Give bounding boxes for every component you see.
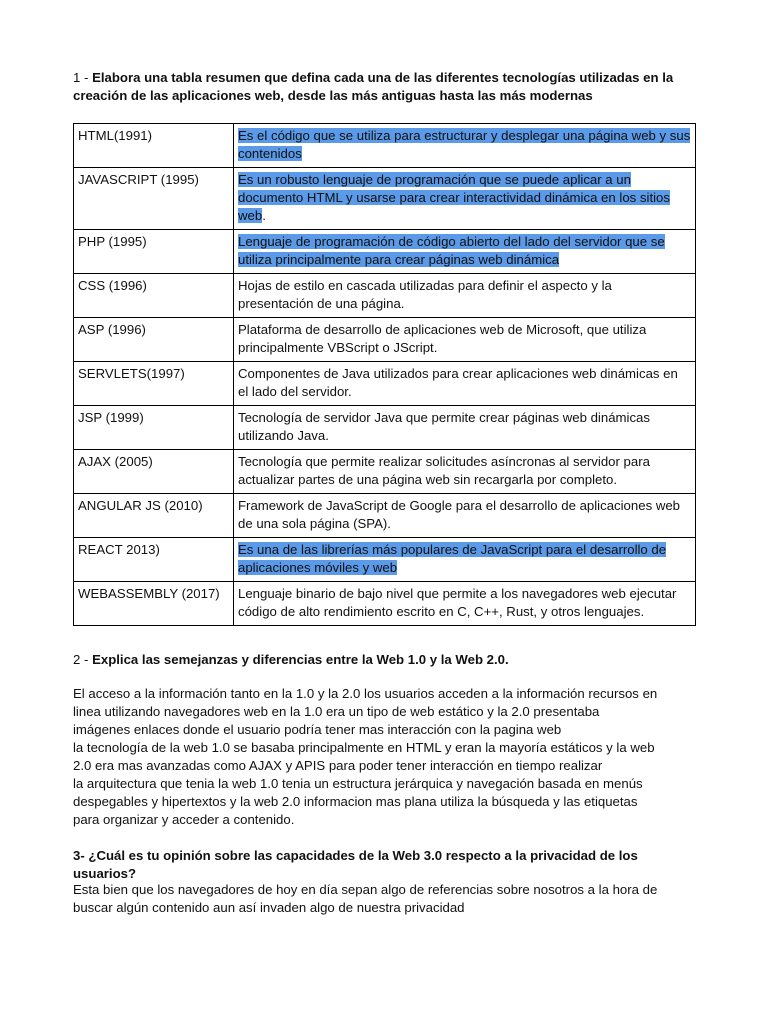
technology-description-cell	[234, 274, 696, 318]
table-row	[74, 124, 696, 168]
technology-description-cell	[234, 124, 696, 168]
technology-name-cell: CSS (1996)	[74, 274, 234, 318]
technology-name-cell: REACT 2013)	[74, 538, 234, 582]
technology-description-cell	[234, 406, 696, 450]
technology-description-cell	[234, 318, 696, 362]
table-row	[74, 230, 696, 274]
question-1-number: 1 -	[73, 70, 89, 85]
technology-description-cell	[234, 230, 696, 274]
technology-description-cell	[234, 450, 696, 494]
highlighted-text: Es un robusto lenguaje de programación que se puede aplicar a un documento HTML y usarse para crear interactividad dinámica en los sitios web	[238, 172, 670, 223]
answer-2-line: imágenes enlaces donde el usuario podría tener mas interacción con la pagina web	[73, 722, 562, 737]
answer-3-line: Esta bien que los navegadores de hoy en día sepan algo de referencias sobre nosotros a la hora de	[73, 882, 658, 897]
answer-2-line: la tecnología de la web 1.0 se basaba principalmente en HTML y eran la mayoría estáticos y la web	[73, 740, 655, 755]
technology-name-cell: WEBASSEMBLY (2017)	[74, 582, 234, 626]
description-text: Plataforma de desarrollo de aplicaciones web de Microsoft, que utiliza principalmente VBScript o JScript.	[238, 322, 647, 355]
technology-name-cell: AJAX (2005)	[74, 450, 234, 494]
highlighted-text: Es el código que se utiliza para estructurar y desplegar una página web y sus contenidos	[238, 128, 691, 161]
table-row	[74, 318, 696, 362]
table-row	[74, 406, 696, 450]
description-text: .	[262, 208, 266, 223]
technology-description-cell	[234, 168, 696, 230]
description-text: Tecnología que permite realizar solicitudes asíncronas al servidor para actualizar partes de una página web sin recargarla por completo.	[238, 454, 650, 487]
answer-3-line: buscar algún contenido aun así invaden algo de nuestra privacidad	[73, 900, 465, 915]
table-row	[74, 494, 696, 538]
table-row	[74, 538, 696, 582]
technology-name-cell: ANGULAR JS (2010)	[74, 494, 234, 538]
technology-name-cell: JSP (1999)	[74, 406, 234, 450]
description-text: Lenguaje binario de bajo nivel que permite a los navegadores web ejecutar código de alto rendimiento escrito en C, C++, Rust, y otros lenguajes.	[238, 586, 677, 619]
answer-2-paragraph	[73, 685, 703, 829]
answer-2-line: linea utilizando navegadores web en la 1.0 era un tipo de web estático y la 2.0 presentaba	[73, 704, 600, 719]
technology-name-cell: PHP (1995)	[74, 230, 234, 274]
answer-2-line: despegables y hipertextos y la web 2.0 informacion mas plana utiliza la búsqueda y las etiquetas	[73, 794, 638, 809]
technology-name-cell: SERVLETS(1997)	[74, 362, 234, 406]
technology-description-cell	[234, 494, 696, 538]
answer-3-paragraph	[73, 881, 703, 917]
answer-2-line: 2.0 era mas avanzadas como AJAX y APIS para poder tener interacción en tiempo realizar	[73, 758, 603, 773]
description-text: Hojas de estilo en cascada utilizadas para definir el aspecto y la presentación de una página.	[238, 278, 612, 311]
table-row	[74, 582, 696, 626]
technologies-table-body	[74, 124, 696, 626]
question-3-heading: 3- ¿Cuál es tu opinión sobre las capacidades de la Web 3.0 respecto a la privacidad de los usuarios?	[73, 848, 638, 881]
technology-name-cell: ASP (1996)	[74, 318, 234, 362]
table-row	[74, 168, 696, 230]
answer-2-line: para organizar y acceder a contenido.	[73, 812, 295, 827]
highlighted-text: Es una de las librerías más populares de JavaScript para el desarrollo de aplicaciones móviles y web	[238, 542, 667, 575]
technology-name-cell: HTML(1991)	[74, 124, 234, 168]
question-1-text: Elabora una tabla resumen que defina cada una de las diferentes tecnologías utilizadas en la creación de las aplicaciones web, desde las más antiguas hasta las más modernas	[73, 70, 674, 103]
question-2-text: Explica las semejanzas y diferencias entre la Web 1.0 y la Web 2.0.	[92, 652, 509, 667]
answer-2-line: El acceso a la información tanto en la 1.0 y la 2.0 los usuarios acceden a la información recursos en	[73, 686, 658, 701]
highlighted-text: Lenguaje de programación de código abierto del lado del servidor que se utiliza principalmente para crear páginas web dinámica	[238, 234, 665, 267]
question-1-heading	[73, 69, 703, 105]
answer-2-line: la arquitectura que tenia la web 1.0 tenia un estructura jerárquica y navegación basada en menús	[73, 776, 643, 791]
description-text: Framework de JavaScript de Google para el desarrollo de aplicaciones web de una sola página (SPA).	[238, 498, 681, 531]
technology-name-cell: JAVASCRIPT (1995)	[74, 168, 234, 230]
question-2-number: 2 -	[73, 652, 89, 667]
table-row	[74, 450, 696, 494]
technology-description-cell	[234, 362, 696, 406]
table-row	[74, 274, 696, 318]
technologies-table	[73, 123, 696, 626]
description-text: Componentes de Java utilizados para crear aplicaciones web dinámicas en el lado del servidor.	[238, 366, 678, 399]
technology-description-cell	[234, 538, 696, 582]
description-text: Tecnología de servidor Java que permite crear páginas web dinámicas utilizando Java.	[238, 410, 650, 443]
question-2-heading	[73, 651, 703, 669]
table-row	[74, 362, 696, 406]
technology-description-cell	[234, 582, 696, 626]
